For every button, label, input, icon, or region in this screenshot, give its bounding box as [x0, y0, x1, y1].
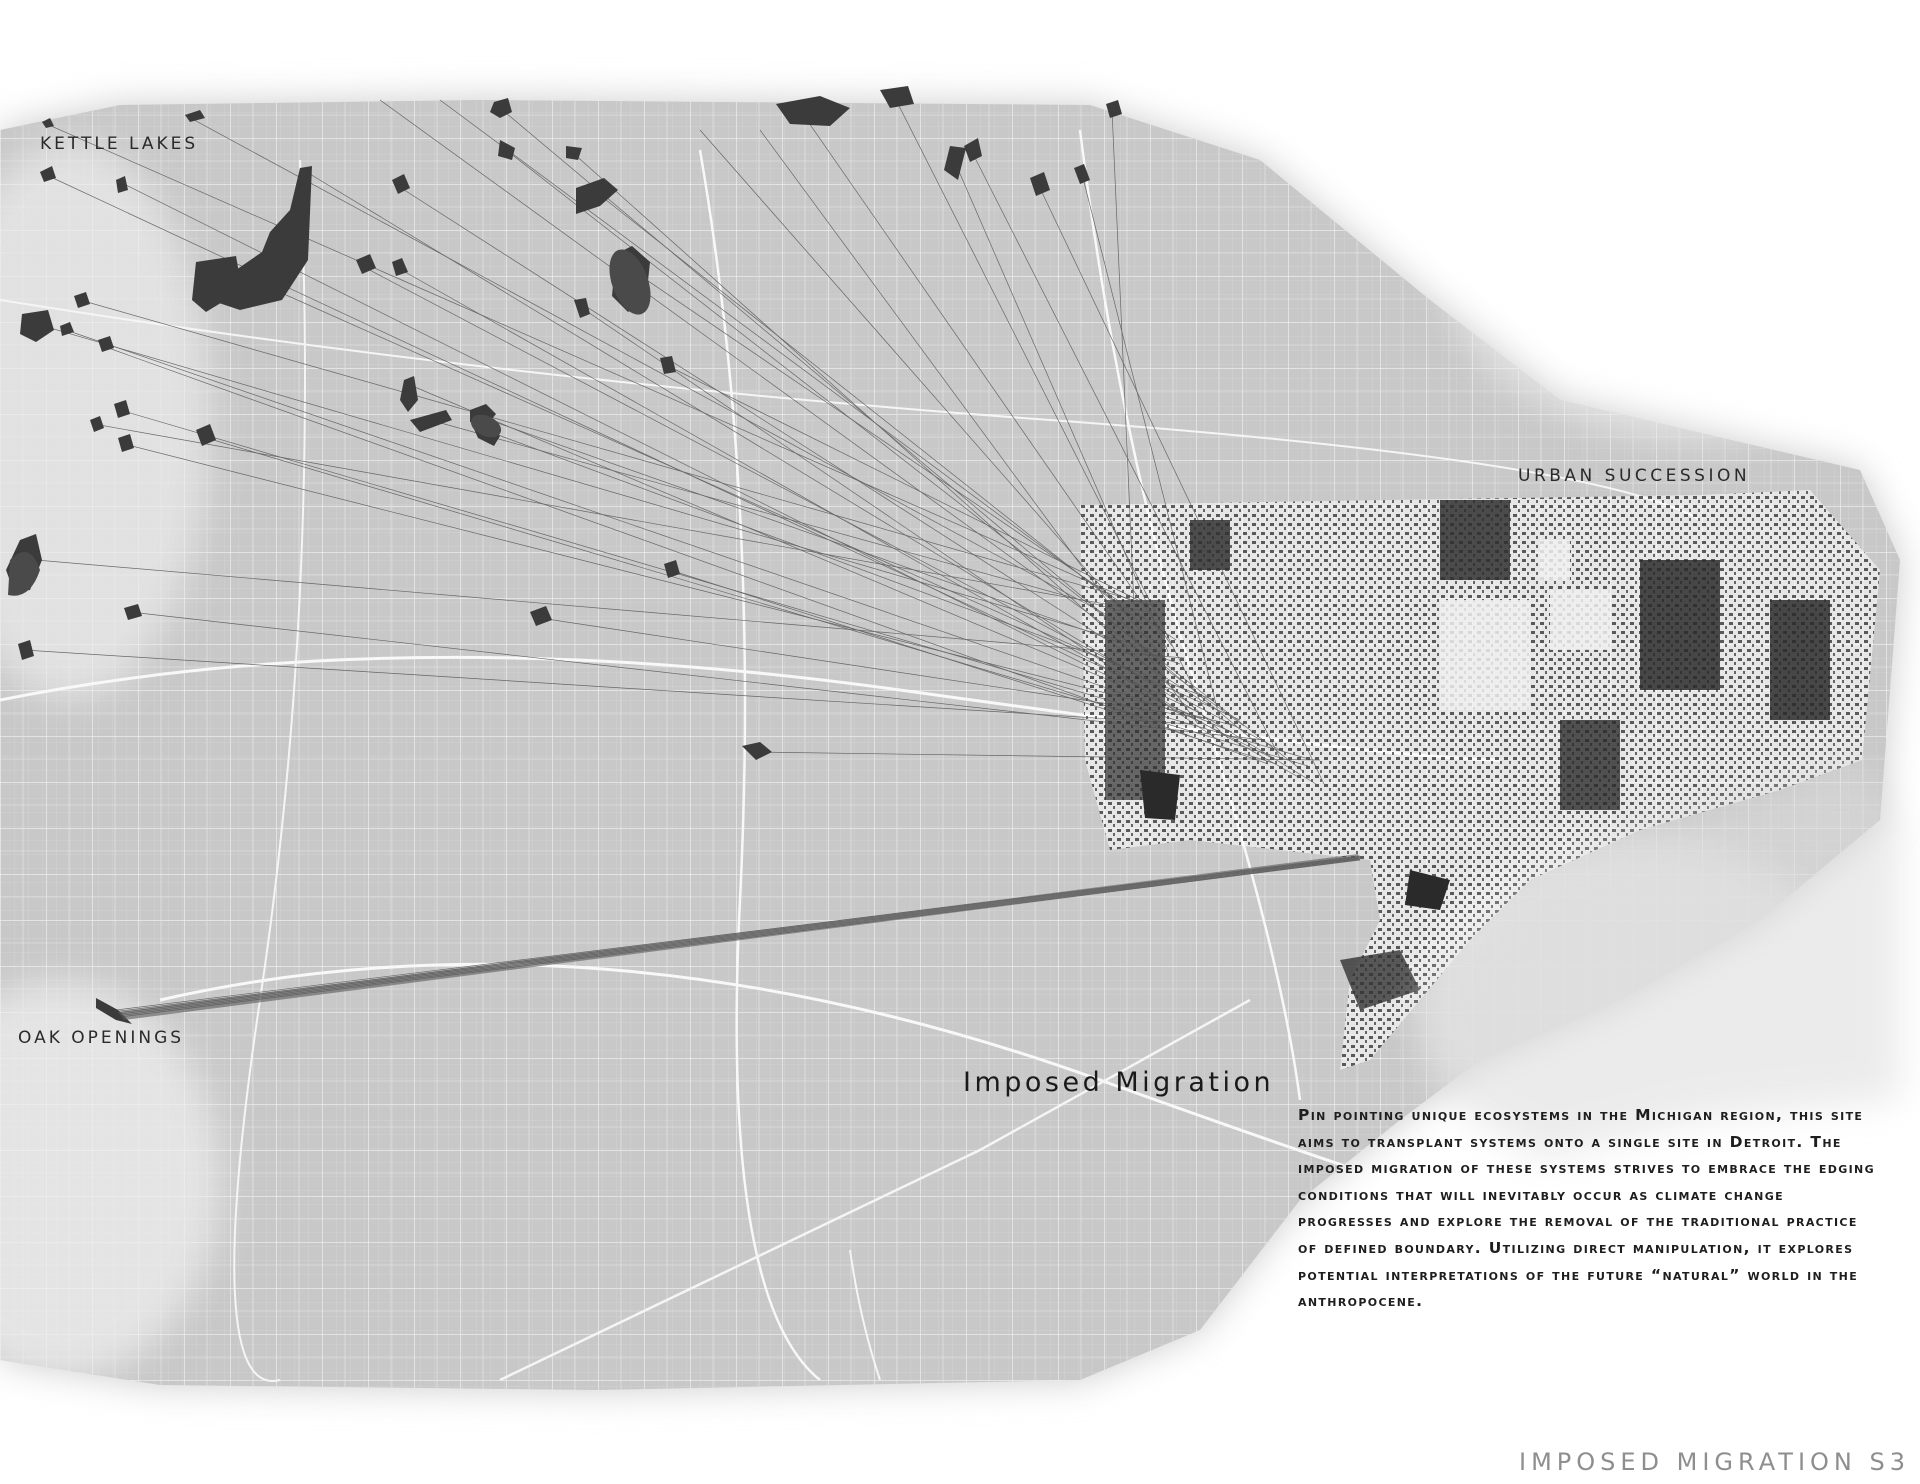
footer-title: IMPOSED MIGRATION S3 — [1518, 1448, 1910, 1476]
description-paragraph: Pin pointing unique ecosystems in the Michigan region, this site aims to transplant systems onto a single site in Detroit. The imposed migration of these systems strives to embrace the edging conditions that will inevitably occur as climate change progresses and explore the removal of the traditional practice of defined boundary. Utilizing direct manipulation, it explores potential interpretations of the future “natural” world in the anthropocene. — [1298, 1106, 1875, 1311]
oak-openings-label: OAK OPENINGS — [18, 1028, 185, 1048]
map-title: Imposed Migration — [963, 1067, 1275, 1098]
urban-succession-label: URBAN SUCCESSION — [1518, 466, 1751, 486]
kettle-lakes-label: KETTLE LAKES — [40, 134, 199, 154]
